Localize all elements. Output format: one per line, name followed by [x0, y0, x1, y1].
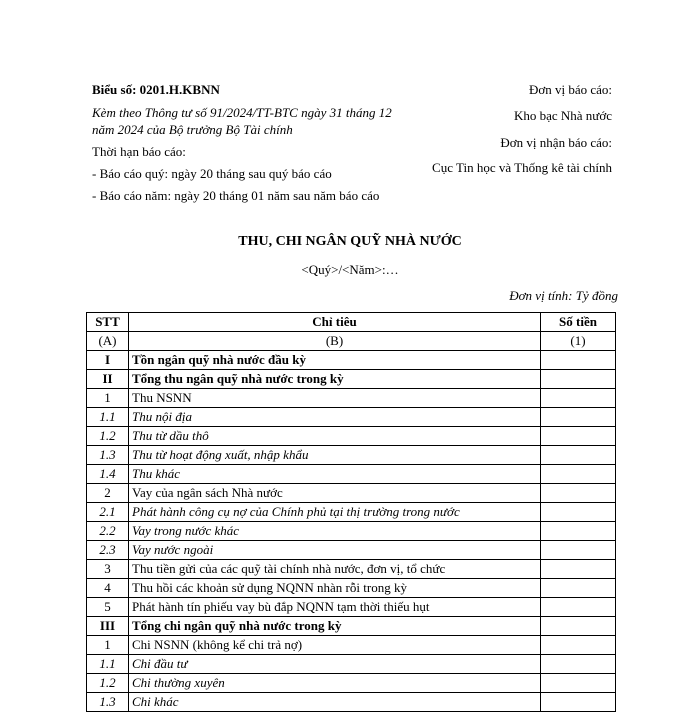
form-number: Biểu số: 0201.H.KBNN — [92, 82, 220, 97]
row-indicator: Thu tiền gửi của các quỹ tài chính nhà nước, đơn vị, tổ chức — [129, 560, 541, 579]
deadline-label: Thời hạn báo cáo: — [92, 143, 186, 159]
table-row — [87, 579, 616, 598]
header-stt: STT — [87, 313, 129, 332]
row-indicator: Chi đầu tư — [129, 655, 541, 674]
row-amount — [541, 560, 616, 579]
row-indicator: Tồn ngân quỹ nhà nước đầu kỳ — [129, 351, 541, 370]
row-stt: 2.3 — [87, 541, 129, 560]
row-amount — [541, 484, 616, 503]
row-stt: 1.4 — [87, 465, 129, 484]
receiving-unit: Cục Tin học và Thống kê tài chính — [432, 159, 612, 175]
receiving-unit-label: Đơn vị nhận báo cáo: — [500, 134, 612, 150]
row-stt: 2.2 — [87, 522, 129, 541]
table-row — [87, 351, 616, 370]
reporting-unit: Kho bạc Nhà nước — [513, 108, 612, 124]
row-stt: III — [87, 617, 129, 636]
table-row — [87, 427, 616, 446]
row-amount — [541, 427, 616, 446]
reporting-unit-label: Đơn vị báo cáo: — [528, 82, 612, 97]
row-indicator: Phát hành tín phiếu vay bù đắp NQNN tạm thời thiếu hụt — [129, 598, 541, 617]
table-row — [87, 674, 616, 693]
code-a: (A) — [87, 332, 129, 351]
header-amount: Số tiền — [541, 313, 616, 332]
row-amount — [541, 446, 616, 465]
table-row — [87, 522, 616, 541]
row-stt: 2.1 — [87, 503, 129, 522]
row-amount — [541, 579, 616, 598]
table-row — [87, 446, 616, 465]
table-row — [87, 465, 616, 484]
table-row — [87, 598, 616, 617]
code-b: (B) — [129, 332, 541, 351]
table-row — [87, 408, 616, 427]
row-amount — [541, 674, 616, 693]
row-indicator: Vay của ngân sách Nhà nước — [129, 484, 541, 503]
row-stt: 1 — [87, 389, 129, 408]
table-row — [87, 389, 616, 408]
row-amount — [541, 370, 616, 389]
table-row — [87, 655, 616, 674]
row-stt: 1.3 — [87, 446, 129, 465]
row-stt: 1.3 — [87, 693, 129, 712]
unit-label: Đơn vị tính: Tỷ đồng — [509, 288, 618, 303]
table-row — [87, 484, 616, 503]
row-indicator: Thu NSNN — [129, 389, 541, 408]
row-stt: 5 — [87, 598, 129, 617]
row-amount — [541, 389, 616, 408]
deadline-year: - Báo cáo năm: ngày 20 tháng 01 năm sau năm báo cáo — [92, 188, 380, 204]
row-amount — [541, 351, 616, 370]
row-amount — [541, 408, 616, 427]
row-stt: 1.1 — [87, 408, 129, 427]
row-indicator: Thu khác — [129, 465, 541, 484]
table-code-row — [87, 332, 616, 351]
code-1: (1) — [541, 332, 616, 351]
row-indicator: Chi NSNN (không kể chi trả nợ) — [129, 636, 541, 655]
table-body — [87, 351, 616, 712]
row-amount — [541, 636, 616, 655]
row-stt: I — [87, 351, 129, 370]
table-row — [87, 541, 616, 560]
row-indicator: Phát hành công cụ nợ của Chính phủ tại thị trường trong nước — [129, 503, 541, 522]
report-period: <Quý>/<Năm>:… — [301, 262, 399, 277]
row-stt: 1.1 — [87, 655, 129, 674]
header-left — [92, 82, 392, 211]
table-header-row — [87, 313, 616, 332]
table-row — [87, 636, 616, 655]
report-title: THU, CHI NGÂN QUỸ NHÀ NƯỚC — [238, 234, 462, 249]
row-amount — [541, 541, 616, 560]
deadline-quarter: - Báo cáo quý: ngày 20 tháng sau quý báo cáo — [92, 166, 332, 181]
row-stt: II — [87, 370, 129, 389]
row-amount — [541, 522, 616, 541]
row-amount — [541, 465, 616, 484]
row-stt: 4 — [87, 579, 129, 598]
table-row — [87, 693, 616, 712]
row-amount — [541, 655, 616, 674]
row-stt: 2 — [87, 484, 129, 503]
row-indicator: Thu nội địa — [129, 408, 541, 427]
table-row — [87, 617, 616, 636]
row-amount — [541, 503, 616, 522]
row-indicator: Thu từ dầu thô — [129, 427, 541, 446]
table-row — [87, 560, 616, 579]
row-indicator: Tổng thu ngân quỹ nhà nước trong kỳ — [129, 370, 541, 389]
row-indicator: Chi khác — [129, 693, 541, 712]
report-table — [86, 312, 616, 712]
row-indicator: Chi thường xuyên — [129, 674, 541, 693]
row-stt: 1 — [87, 636, 129, 655]
header-right — [412, 82, 612, 182]
attachment-note: Kèm theo Thông tư số 91/2024/TT-BTC ngày 31 tháng 12 năm 2024 của Bộ trưởng Bộ Tài chính — [92, 105, 392, 137]
row-indicator: Thu hồi các khoản sử dụng NQNN nhàn rỗi trong kỳ — [129, 579, 541, 598]
table-row — [87, 503, 616, 522]
table-row — [87, 370, 616, 389]
row-amount — [541, 693, 616, 712]
row-indicator: Vay trong nước khác — [129, 522, 541, 541]
row-stt: 3 — [87, 560, 129, 579]
row-stt: 1.2 — [87, 674, 129, 693]
row-indicator: Tổng chi ngân quỹ nhà nước trong kỳ — [129, 617, 541, 636]
row-indicator: Thu từ hoạt động xuất, nhập khẩu — [129, 446, 541, 465]
row-stt: 1.2 — [87, 427, 129, 446]
row-amount — [541, 598, 616, 617]
header-indicator: Chỉ tiêu — [129, 313, 541, 332]
row-amount — [541, 617, 616, 636]
row-indicator: Vay nước ngoài — [129, 541, 541, 560]
